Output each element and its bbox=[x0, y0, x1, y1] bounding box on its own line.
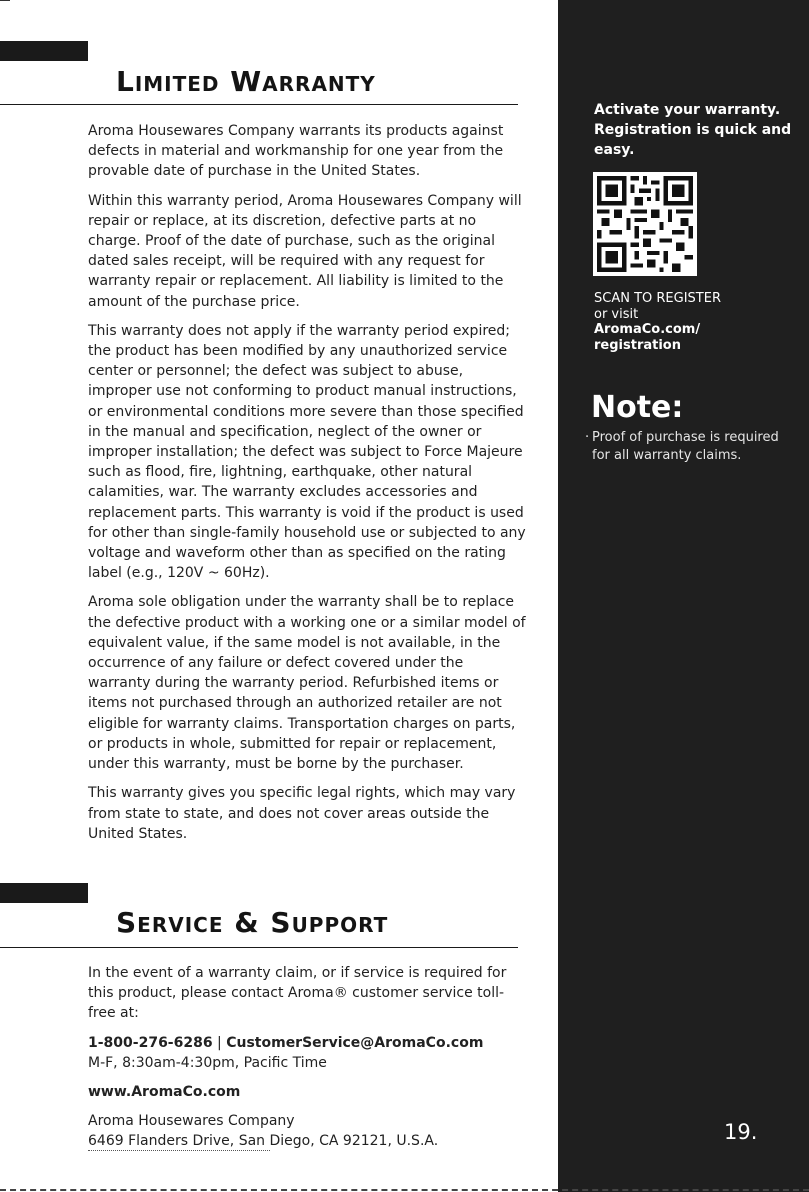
service-hours: M-F, 8:30am-4:30pm, Pacific Time bbox=[88, 1054, 327, 1071]
phone-number[interactable]: 1-800-276-6286 bbox=[88, 1034, 213, 1051]
visit-label: or visit bbox=[594, 306, 639, 322]
warranty-paragraph: Aroma Housewares Company warrants its products against defects in material and workmanship for one year from the provable date of purchase in the United States. bbox=[88, 123, 504, 180]
website-link[interactable]: www.AromaCo.com bbox=[88, 1084, 241, 1101]
title-rule bbox=[0, 104, 518, 105]
dotted-divider bbox=[88, 1150, 270, 1151]
bottom-crop-line bbox=[0, 1189, 809, 1191]
title-rule bbox=[0, 947, 518, 948]
registration-url-line2[interactable]: registration bbox=[594, 337, 681, 353]
warranty-paragraph: This warranty gives you specific legal rights, which may vary from state to state, and does not cover areas outside the United States. bbox=[88, 785, 516, 842]
company-address: 6469 Flanders Drive, San Diego, CA 92121, U.S.A. bbox=[88, 1133, 439, 1150]
warranty-title: Limited Warranty bbox=[116, 65, 376, 98]
email-link[interactable]: CustomerService@AromaCo.com bbox=[226, 1034, 484, 1051]
contact-separator: | bbox=[217, 1034, 222, 1051]
scan-label: SCAN TO REGISTER bbox=[594, 291, 721, 306]
registration-url-line1[interactable]: AromaCo.com/ bbox=[594, 322, 701, 337]
company-name: Aroma Housewares Company bbox=[88, 1113, 295, 1130]
service-title: Service & Support bbox=[116, 906, 389, 939]
service-intro: In the event of a warranty claim, or if service is required for this product, please contact Aroma® customer service toll-free at: bbox=[88, 965, 507, 1022]
crop-mark bbox=[0, 0, 10, 1]
section-marker-bar bbox=[0, 41, 88, 61]
section-marker-bar bbox=[0, 883, 88, 903]
page-number: 19. bbox=[724, 1120, 758, 1144]
note-title: Note: bbox=[591, 390, 684, 425]
warranty-paragraph: This warranty does not apply if the warranty period expired; the product has been modified by any unauthorized service center or personnel; the defect was subject to abuse, improper use not conforming to product manual instructions, or environmental conditions more severe than those specified in the manual and specification, neglect of the owner or improper installation; the defect was subject to Force Majeure such as flood, fire, lightning, earthquake, other natural calamities, war. The warranty excludes accessories and replacement parts. This warranty is void if the product is used for other than single-family household use or subjected to any voltage and waveform other than as specified on the rating label (e.g., 120V ~ 60Hz). bbox=[88, 322, 526, 582]
warranty-paragraph: Within this warranty period, Aroma Housewares Company will repair or replace, at its discretion, defective parts at no charge. Proof of the date of purchase, such as the original dated sales receipt, will be required with any request for warranty repair or replacement. All liability is limited to the amount of the purchase price. bbox=[88, 192, 522, 310]
note-text: Proof of purchase is required for all warranty claims. bbox=[592, 430, 779, 463]
sidebar bbox=[558, 0, 809, 1192]
qr-code-icon[interactable] bbox=[593, 172, 697, 276]
contact-line bbox=[88, 1033, 528, 1053]
scan-instructions bbox=[594, 291, 794, 353]
note-bullet: · bbox=[585, 430, 590, 445]
service-body bbox=[88, 963, 528, 1161]
warranty-body bbox=[88, 121, 528, 853]
activate-headline: Activate your warranty. Registration is quick and easy. bbox=[594, 102, 792, 158]
warranty-paragraph: Aroma sole obligation under the warranty shall be to replace the defective product with a working one or a similar model of equivalent value, if the same model is not available, in the occurrence of any failure or defect covered under the warranty during the warranty period. Refurbished items or items not purchased through an authorized retailer are not eligible for warranty claims. Transportation charges on parts, or products in whole, submitted for repair or replacement, under this warranty, must be borne by the purchaser. bbox=[88, 594, 526, 773]
